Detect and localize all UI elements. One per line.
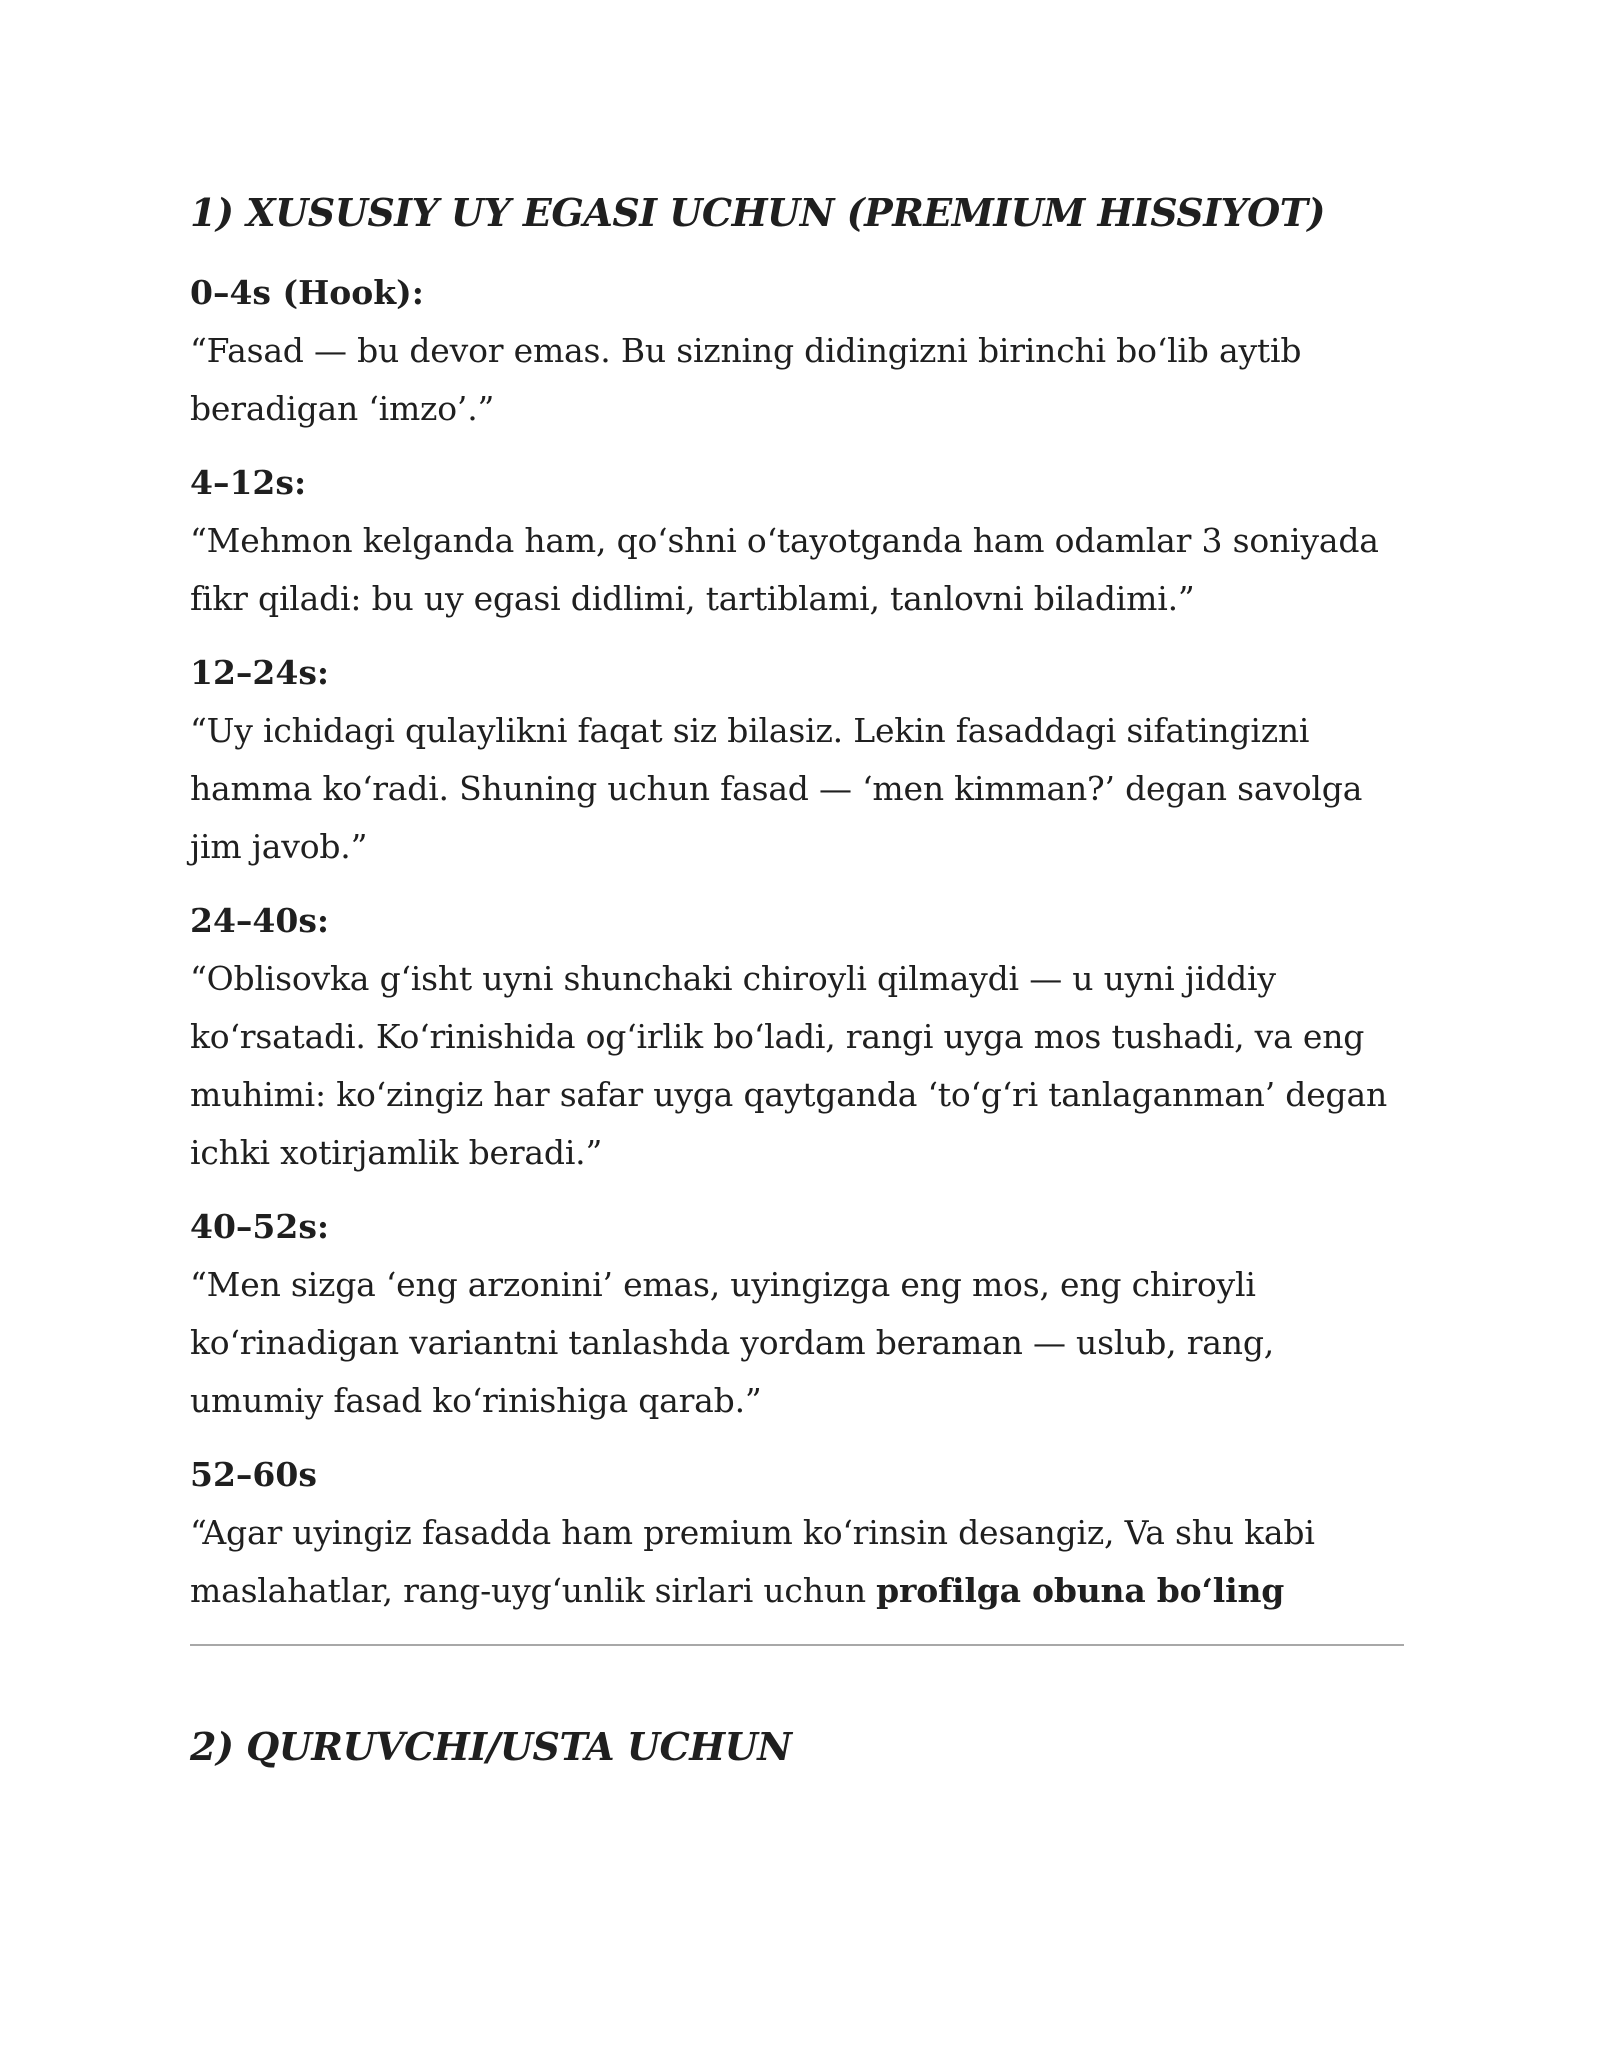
script-block	[190, 1198, 1410, 1430]
time-label: 4–12s:	[190, 462, 307, 502]
script-block	[190, 644, 1410, 876]
script-text: “Mehmon kelganda ham, qoʻshni oʻtayotganda ham odamlar 3 soniyada fikr qiladi: bu uy egasi didlimi, tartiblami, tanlovni biladimi.”	[190, 520, 1379, 618]
script-text: “Fasad — bu devor emas. Bu sizning didingizni birinchi boʻlib aytib beradigan ‘imzo’.”	[190, 330, 1302, 428]
time-label: 40–52s:	[190, 1206, 330, 1246]
section-title-1: 1) XUSUSIY UY EGASI UCHUN (PREMIUM HISSIYOT)	[190, 190, 1326, 235]
script-text: “Uy ichidagi qulaylikni faqat siz bilasiz. Lekin fasaddagi sifatingizni hamma koʻradi. Shuning uchun fasad — ‘men kimman?’ degan savolga jim javob.”	[190, 710, 1363, 866]
section-title-2: 2) QURUVCHI/USTA UCHUN	[190, 1723, 792, 1769]
script-text: “Men sizga ‘eng arzonini’ emas, uyingizga eng mos, eng chiroyli koʻrinadigan variantni tanlashda yordam beraman — uslub, rang, umumiy fasad koʻrinishiga qarab.”	[190, 1264, 1275, 1420]
document-page	[190, 190, 1410, 1797]
script-text-plain: “Agar uyingiz fasadda ham premium koʻrinsin desangiz, Va shu kabi maslahatlar, rang-uygʻunlik sirlari uchun	[190, 1512, 1315, 1610]
time-label: 24–40s:	[190, 900, 330, 940]
script-text-final	[190, 1504, 1410, 1620]
script-block	[190, 454, 1410, 628]
time-label: 12–24s:	[190, 652, 330, 692]
script-text: “Oblisovka gʻisht uyni shunchaki chiroyli qilmaydi — u uyni jiddiy koʻrsatadi. Koʻrinishida ogʻirlik boʻladi, rangi uyga mos tushadi, va eng muhimi: koʻzingiz har safar uyga qaytganda ‘toʻgʻri tanlaganman’ degan ichki xotirjamlik beradi.”	[190, 958, 1388, 1172]
script-block	[190, 264, 1410, 438]
time-label: 52–60s	[190, 1454, 317, 1494]
time-label: 0–4s (Hook):	[190, 272, 424, 312]
script-block	[190, 892, 1410, 1182]
section-divider	[190, 1644, 1404, 1646]
subscribe-call-to-action: profilga obuna boʻling	[876, 1570, 1285, 1610]
script-block-final	[190, 1446, 1410, 1620]
